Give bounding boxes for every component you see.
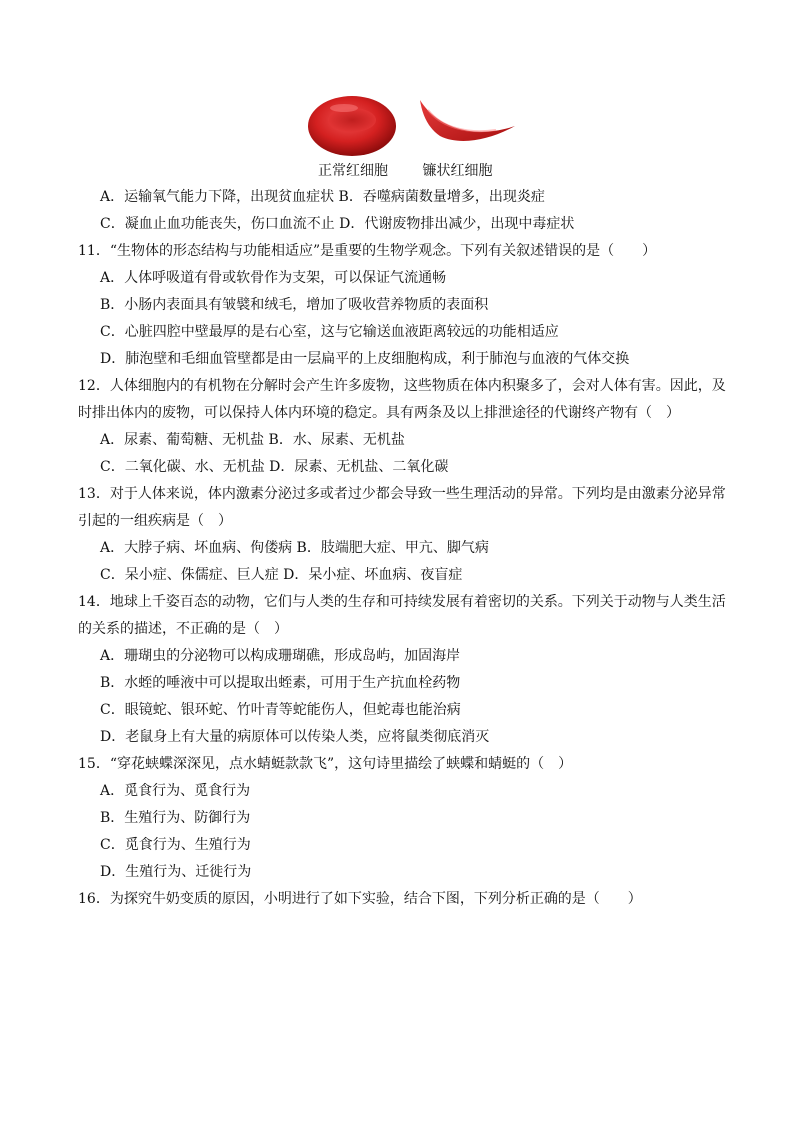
normal-red-blood-cell <box>308 96 396 156</box>
question-14: 14．地球上千姿百态的动物，它们与人类的生存和可持续发展有着密切的关系。下列关于动物与人类生活 <box>78 594 726 610</box>
option-line: C．二氧化碳、水、无机盐 D．尿素、无机盐、二氧化碳 <box>100 459 449 475</box>
option-line: A．人体呼吸道有骨或软骨作为支架，可以保证气流通畅 <box>100 270 447 286</box>
option-line: B．生殖行为、防御行为 <box>100 810 251 826</box>
option-line: D．肺泡壁和毛细血管壁都是由一层扁平的上皮细胞构成，利于肺泡与血液的气体交换 <box>100 351 630 367</box>
question-12: 12．人体细胞内的有机物在分解时会产生许多废物，这些物质在体内积聚多了，会对人体有害。因此，及 <box>78 378 726 394</box>
option-line: A．尿素、葡萄糖、无机盐 B．水、尿素、无机盐 <box>100 432 405 448</box>
question-15: 15．“穿花蛱蝶深深见，点水蜻蜓款款飞”，这句诗里描绘了蛱蝶和蜻蜓的（ ） <box>78 756 573 772</box>
question-content <box>78 184 728 913</box>
option-line: C．眼镜蛇、银环蛇、竹叶青等蛇能伤人，但蛇毒也能治病 <box>100 702 461 718</box>
caption-normal-cell: 正常红细胞 <box>318 163 388 179</box>
option-line: A．运输氧气能力下降，出现贫血症状 B．吞噬病菌数量增多，出现炎症 <box>100 189 545 205</box>
question-14-cont: 的关系的描述，不正确的是（ ） <box>78 621 288 637</box>
option-line: B．水蛭的唾液中可以提取出蛭素，可用于生产抗血栓药物 <box>100 675 461 691</box>
sickle-red-blood-cell <box>420 100 515 141</box>
question-11: 11．“生物体的形态结构与功能相适应”是重要的生物学观念。下列有关叙述错误的是（ ） <box>78 243 657 259</box>
option-line: A．觅食行为、觅食行为 <box>100 783 251 799</box>
option-line: D．老鼠身上有大量的病原体可以传染人类，应将鼠类彻底消灭 <box>100 729 490 745</box>
figure-captions <box>318 160 522 180</box>
option-line: C．呆小症、侏儒症、巨人症 D．呆小症、坏血病、夜盲症 <box>100 567 463 583</box>
option-line: C．觅食行为、生殖行为 <box>100 837 251 853</box>
option-line: D．生殖行为、迁徙行为 <box>100 864 252 880</box>
question-12-cont: 时排出体内的废物，可以保持人体内环境的稳定。具有两条及以上排泄途径的代谢终产物有（ ） <box>78 405 680 421</box>
question-16: 16．为探究牛奶变质的原因，小明进行了如下实验，结合下图，下列分析正确的是（ ） <box>78 891 642 907</box>
caption-sickle-cell: 镰状红细胞 <box>422 163 493 179</box>
option-line: B．小肠内表面具有皱襞和绒毛，增加了吸收营养物质的表面积 <box>100 297 489 313</box>
red-blood-cell-illustration <box>300 92 530 162</box>
option-line: C．心脏四腔中壁最厚的是右心室，这与它输送血液距离较远的功能相适应 <box>100 324 559 340</box>
question-13-cont: 引起的一组疾病是（ ） <box>78 513 232 529</box>
option-line: A．大脖子病、坏血病、佝偻病 B．肢端肥大症、甲亢、脚气病 <box>100 540 489 556</box>
option-line: C．凝血止血功能丧失，伤口血流不止 D．代谢废物排出减少，出现中毒症状 <box>100 216 575 232</box>
option-line: A．珊瑚虫的分泌物可以构成珊瑚礁，形成岛屿，加固海岸 <box>100 648 461 664</box>
question-13: 13．对于人体来说，体内激素分泌过多或者过少都会导致一些生理活动的异常。下列均是由激素分泌异常 <box>78 486 726 502</box>
